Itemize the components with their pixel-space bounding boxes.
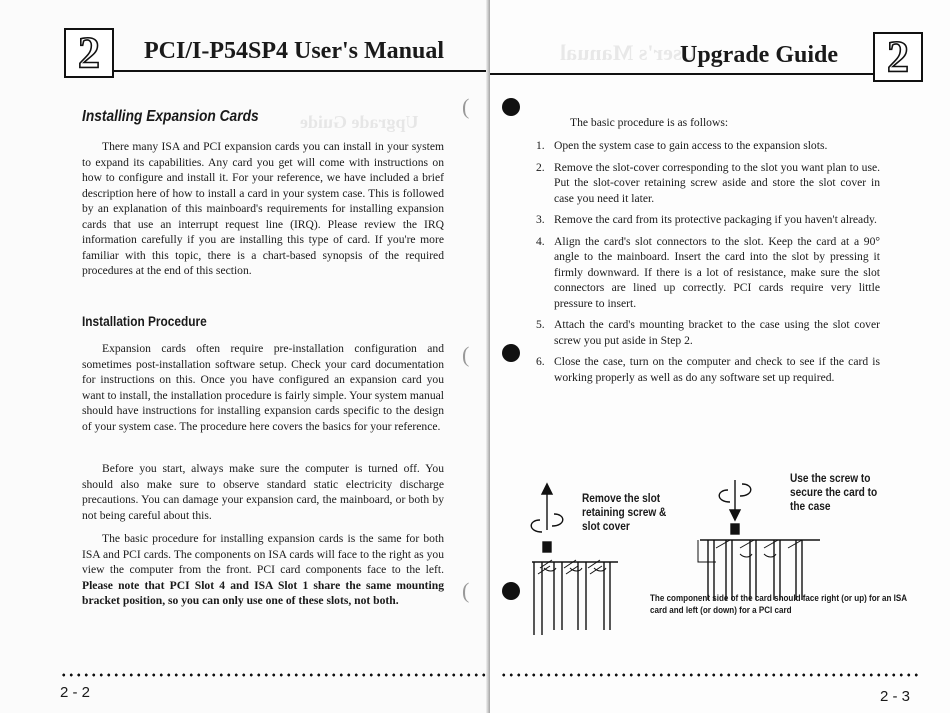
binding-bracket: ( bbox=[462, 342, 470, 367]
step-text: Remove the card from its protective packaging if you haven't already. bbox=[554, 213, 877, 226]
right-page bbox=[490, 0, 950, 713]
step-number: 5. bbox=[536, 318, 545, 331]
static-paragraph: Before you start, always make sure the computer is turned off. You should also make sure to observe standard static electricity discharge precautions. You can damage your expansion card, the mainboard, or both by not being careful about this. bbox=[82, 462, 444, 522]
diagram-caption: The component side of the card should face right (or up) for an ISA card and left (or down) for a PCI card bbox=[650, 592, 907, 615]
procedure-paragraph: Expansion cards often require pre-installation configuration and sometimes post-installation software setup. Check your card documentation for instructions on this. Once you have configured an expansion card you want to install, the installation procedure is fairly simple. Your system manual should have instructions for installing expansion cards specific to the design of your system case. The procedure here covers the basics for your reference. bbox=[82, 342, 444, 433]
step-text: Remove the slot-cover corresponding to the slot you want plan to use. Put the slot-cover retaining screw aside and store the slot cover in case you need it later. bbox=[554, 160, 880, 205]
intro-paragraph: There many ISA and PCI expansion cards you can install in your system to expand its capabilities. Any card you get will come with instructions on how to configure and install it. For your reference, we have included a brief description here of how to install a card in your system case. This is followed by an explanation of this mainboard's requirements for installing expansion cards that use an interrupt request line (IRQ). Please review the IRQ information carefully if you are installing this type of card. If you're more familiar with this topic, there is a chart-based synopsis of the required procedures at the end of this section. bbox=[82, 140, 444, 277]
binder-hole bbox=[502, 98, 520, 116]
step-number: 4. bbox=[536, 234, 545, 248]
binding-bracket: ( bbox=[462, 94, 470, 119]
header-rule bbox=[112, 70, 490, 72]
page-number: 2 - 3 bbox=[880, 688, 911, 705]
step-number: 3. bbox=[536, 213, 545, 226]
step-text: Close the case, turn on the computer and check to see if the card is working properly as well as do any software set up required. bbox=[554, 355, 880, 384]
basic-paragraph-note: Please note that PCI Slot 4 and ISA Slot 1 share the same mounting bracket position, so you can only use one of these slots, not both. bbox=[82, 578, 444, 607]
procedure-intro: The basic procedure is as follows: bbox=[570, 116, 729, 129]
page-number: 2 - 2 bbox=[60, 684, 91, 701]
chapter-number: 2 bbox=[887, 32, 909, 81]
basic-paragraph bbox=[82, 531, 444, 609]
step-number: 6. bbox=[536, 355, 545, 368]
step-text: Align the card's slot connectors to the slot. Keep the card at a 90° angle to the mainboard. Insert the card into the slot by pressing it firmly downward. If there is a lot of resistance, make sure the slot connectors are lined up correctly. PCI cards require very little pressure to insert. bbox=[554, 234, 880, 310]
bleed-through-text: Upgrade Guide bbox=[300, 112, 419, 132]
section-title: Installing Expansion Cards bbox=[82, 108, 259, 125]
label-remove-text: Remove the slot retaining screw & slot cover bbox=[582, 493, 667, 533]
basic-paragraph-text: The basic procedure for installing expansion cards is the same for both ISA and PCI cards. The components on ISA cards will face to the right as you view the computer from the front. PCI card components face to the left. bbox=[82, 532, 444, 576]
step-number: 1. bbox=[536, 139, 545, 152]
chapter-number: 2 bbox=[78, 28, 100, 77]
bleed-through-text: User's Manual bbox=[560, 40, 698, 65]
step-item bbox=[536, 212, 880, 228]
header-title: Upgrade Guide bbox=[680, 42, 839, 68]
step-number: 2. bbox=[536, 160, 545, 174]
step-item bbox=[536, 138, 880, 154]
label-use-screw bbox=[790, 472, 894, 514]
chapter-badge bbox=[873, 32, 923, 82]
label-remove-screw bbox=[582, 492, 670, 534]
step-text: Open the system case to gain access to the expansion slots. bbox=[554, 139, 828, 152]
header-rule bbox=[490, 73, 876, 75]
procedure-steps bbox=[536, 138, 880, 391]
footer-dotted-rule bbox=[500, 673, 920, 677]
step-item bbox=[536, 317, 880, 348]
chapter-badge bbox=[64, 28, 114, 78]
binder-hole bbox=[502, 344, 520, 362]
step-item bbox=[536, 354, 880, 385]
header-title: PCI/I-P54SP4 User's Manual bbox=[144, 38, 444, 64]
step-text: Attach the card's mounting bracket to the case using the slot cover screw you put aside in Step 2. bbox=[554, 318, 880, 347]
label-use-text: Use the screw to secure the card to the case bbox=[790, 473, 878, 513]
binder-hole bbox=[502, 582, 520, 600]
step-item bbox=[536, 160, 880, 207]
subsection-title: Installation Procedure bbox=[82, 314, 207, 329]
step-item bbox=[536, 234, 880, 312]
binding-bracket: ( bbox=[462, 578, 470, 603]
footer-dotted-rule bbox=[60, 673, 490, 677]
